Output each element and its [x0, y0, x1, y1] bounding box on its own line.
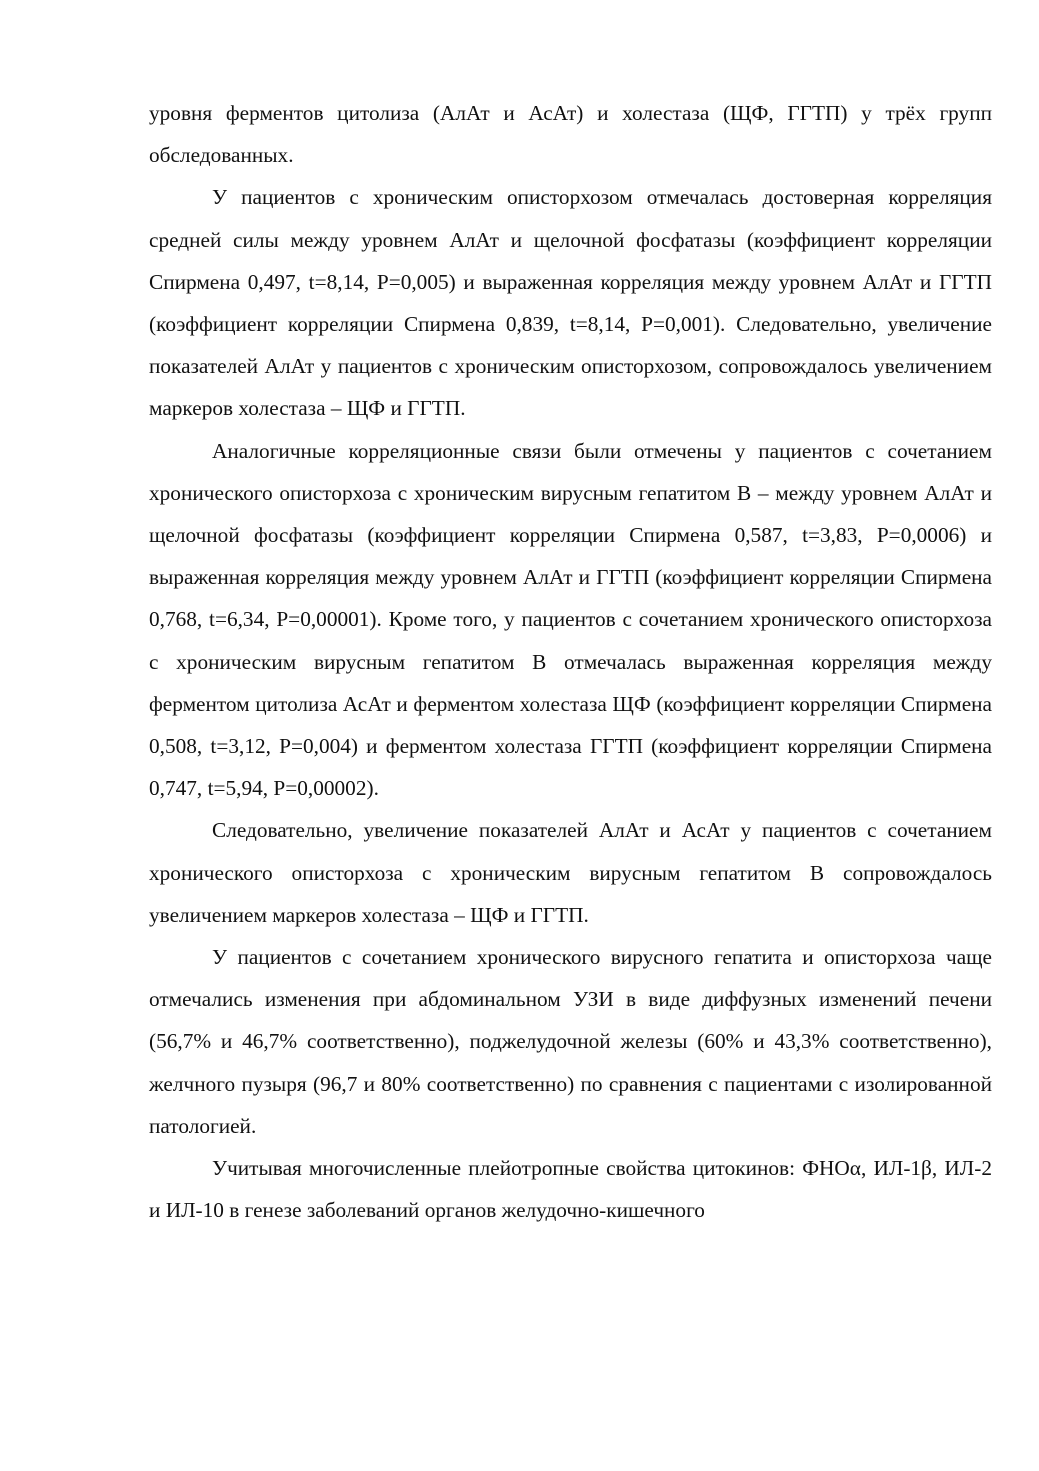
paragraph-conclusion: Следовательно, увеличение показателей АлАт и АсАт у пациентов с сочетанием хронического описторхоза с хроническим вирусным гепатитом В сопровождалось увеличением маркеров холестаза – ЩФ и ГГТП. [149, 818, 992, 927]
paragraph-cytokines: Учитывая многочисленные плейотропные свойства цитокинов: ФНОα, ИЛ-1β, ИЛ-2 и ИЛ-10 в генезе заболеваний органов желудочно-кишечного [149, 1156, 992, 1223]
paragraph-ultrasound-findings: У пациентов с сочетанием хронического вирусного гепатита и описторхоза чаще отмечались изменения при абдоминальном УЗИ в виде диффузных изменений печени (56,7% и 46,7% соответственно), поджелудочной железы (60% и 43,3% соответственно), желчного пузыря (96,7 и 80% соответственно) по сравнения с пациентами с изолированной патологией. [149, 945, 992, 1138]
document-page [149, 92, 992, 1231]
paragraph-combined-hepatitis-correlation: Аналогичные корреляционные связи были отмечены у пациентов с сочетанием хронического описторхоза с хроническим вирусным гепатитом В – между уровнем АлАт и щелочной фосфатазы (коэффициент корреляции Спирмена 0,587, t=3,83, P=0,0006) и выраженная корреляция между уровнем АлАт и ГГТП (коэффициент корреляции Спирмена 0,768, t=6,34, P=0,00001). Кроме того, у пациентов с сочетанием хронического описторхоза с хроническим вирусным гепатитом В отмечалась выраженная корреляция между ферментом цитолиза АсАт и ферментом холестаза ЩФ (коэффициент корреляции Спирмена 0,508, t=3,12, P=0,004) и ферментом холестаза ГГТП (коэффициент корреляции Спирмена 0,747, t=5,94, P=0,00002). [149, 438, 992, 801]
paragraph-opisthorchiasis-correlation: У пациентов с хроническим описторхозом отмечалась достоверная корреляция средней силы между уровнем АлАт и щелочной фосфатазы (коэффициент корреляции Спирмена 0,497, t=8,14, P=0,005) и выраженная корреляция между уровнем АлАт и ГГТП (коэффициент корреляции Спирмена 0,839, t=8,14, P=0,001). Следовательно, увеличение показателей АлАт у пациентов с хроническим описторхозом, сопровождалось увеличением маркеров холестаза – ЩФ и ГГТП. [149, 185, 992, 421]
paragraph-continuation: уровня ферментов цитолиза (АлАт и АсАт) и холестаза (ЩФ, ГГТП) у трёх групп обследованных. [149, 101, 992, 168]
